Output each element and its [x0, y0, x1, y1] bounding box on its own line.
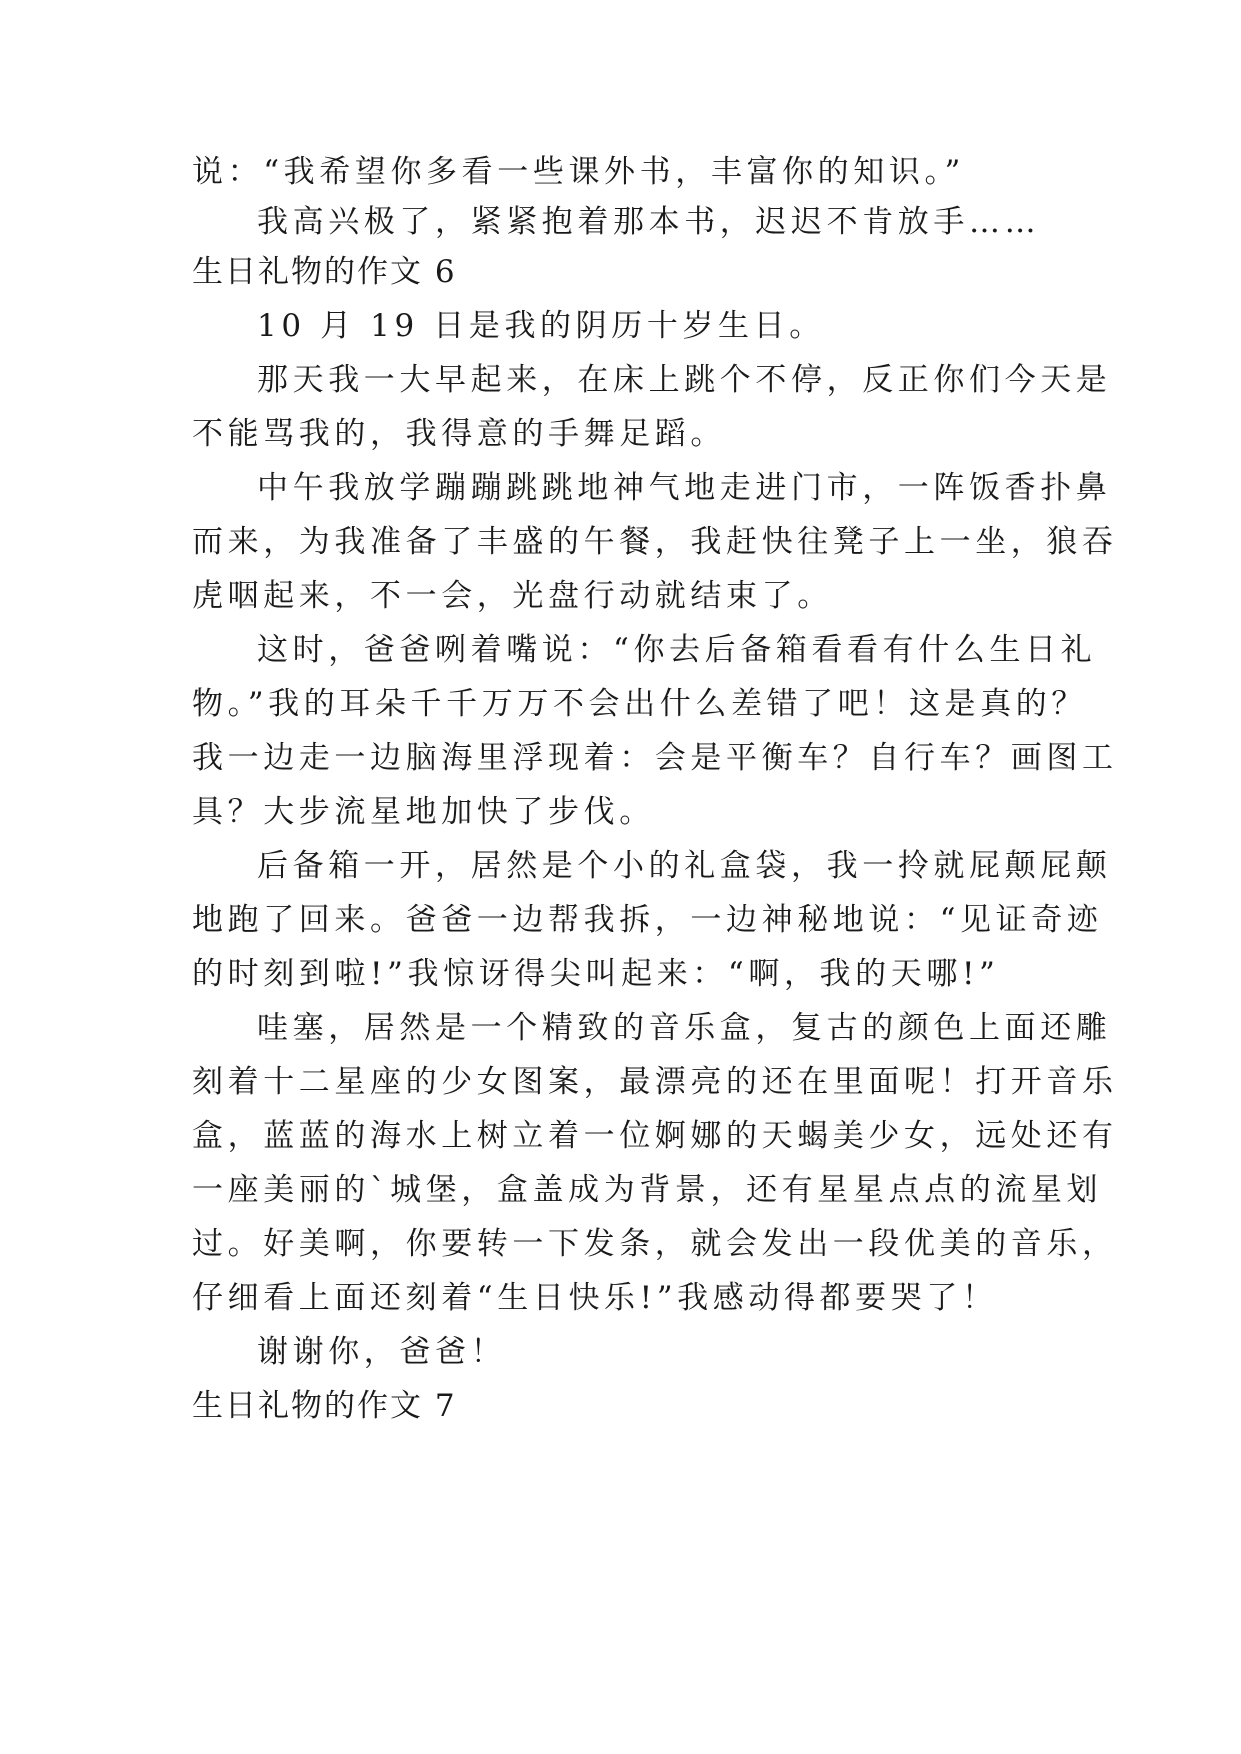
text-line: 仔细看上面还刻着“生日快乐!”我感动得都要哭了！: [192, 1280, 998, 1316]
text-line: 虎咽起来，不一会，光盘行动就结束了。: [192, 578, 833, 614]
section-heading: 生日礼物的作文 6: [192, 254, 457, 290]
text-line: 一座美丽的`城堡，盒盖成为背景，还有星星点点的流星划: [192, 1172, 1103, 1208]
text-line: 而来，为我准备了丰盛的午餐，我赶快往凳子上一坐，狼吞: [192, 524, 1118, 560]
text-line: 后备箱一开，居然是个小的礼盒袋，我一拎就屁颠屁颠: [257, 848, 1112, 884]
text-line: 盒，蓝蓝的海水上树立着一位婀娜的天蝎美少女，远处还有: [192, 1118, 1118, 1154]
section-heading: 生日礼物的作文 7: [192, 1388, 457, 1424]
text-line: 的时刻到啦!”我惊讶得尖叫起来：“啊，我的天哪!”: [192, 956, 1000, 992]
text-line: 我高兴极了，紧紧抱着那本书，迟迟不肯放手……: [257, 204, 1041, 240]
text-line: 中午我放学蹦蹦跳跳地神气地走进门市，一阵饭香扑鼻: [257, 470, 1112, 506]
text-line: 那天我一大早起来，在床上跳个不停，反正你们今天是: [257, 362, 1112, 398]
text-line: 过。好美啊，你要转一下发条，就会发出一段优美的音乐，: [192, 1226, 1118, 1262]
text-line: 地跑了回来。爸爸一边帮我拆，一边神秘地说：“见证奇迹: [192, 902, 1103, 938]
text-line: 物。”我的耳朵千千万万不会出什么差错了吧！这是真的？: [192, 686, 1087, 722]
text-line: 这时，爸爸咧着嘴说：“你去后备箱看看有什么生日礼: [257, 632, 1097, 668]
text-line: 10 月 19 日是我的阴历十岁生日。: [257, 308, 825, 344]
text-line: 说：“我希望你多看一些课外书，丰富你的知识。”: [192, 154, 965, 190]
text-line: 谢谢你，爸爸！: [257, 1334, 507, 1370]
text-line: 哇塞，居然是一个精致的音乐盒，复古的颜色上面还雕: [257, 1010, 1112, 1046]
text-line: 我一边走一边脑海里浮现着：会是平衡车？自行车？画图工: [192, 740, 1118, 776]
text-line: 具？大步流星地加快了步伐。: [192, 794, 655, 830]
text-line: 刻着十二星座的少女图案，最漂亮的还在里面呢！打开音乐: [192, 1064, 1118, 1100]
text-line: 不能骂我的，我得意的手舞足蹈。: [192, 416, 726, 452]
